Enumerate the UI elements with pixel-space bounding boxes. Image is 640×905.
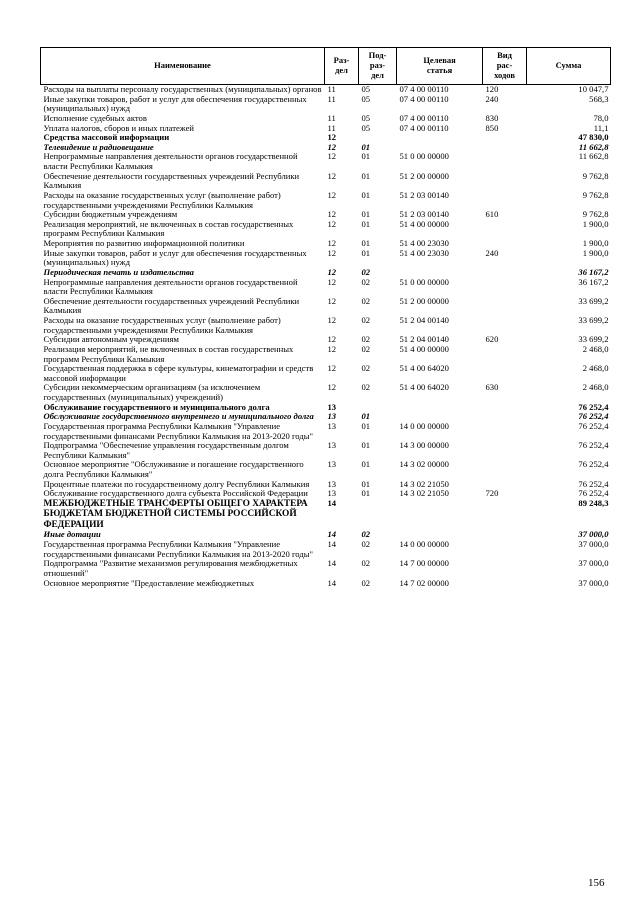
row-name: Обслуживание государственного долга субъекта Российской Федерации (43, 488, 308, 499)
row-name: Иные закупки товаров, работ и услуг для обеспечения государственных (муниципальных) нужд (43, 247, 307, 268)
row-sum: 11 662,8 (578, 141, 609, 152)
row-subsection: 01 (361, 141, 371, 152)
row-name: Исполнение судебных актов (43, 112, 147, 123)
row-sum: 36 167,2 (578, 276, 609, 287)
row-sum: 76 252,4 (578, 401, 609, 412)
row-sum: 1 900,0 (582, 238, 609, 248)
row-kind (483, 278, 527, 297)
row-section: 12 (327, 170, 337, 181)
row-target: 07 4 00 00110 (399, 84, 449, 94)
row-section: 13 (327, 440, 337, 451)
row-kind (483, 403, 527, 413)
row-section: 11 (327, 84, 336, 94)
row-name: МЕЖБЮДЖЕТНЫЕ ТРАНСФЕРТЫ ОБЩЕГО ХАРАКТЕРА БЮДЖЕТАМ БЮДЖЕТНОЙ СИСТЕМЫ РОССИЙСКОЙ ФЕДЕРАЦИИ (43, 498, 308, 530)
row-sum: 47 830,0 (578, 132, 609, 143)
row-subsection: 01 (361, 488, 371, 499)
row-section: 14 (327, 558, 337, 569)
row-section: 12 (327, 218, 337, 229)
row-sum: 78,0 (593, 112, 609, 123)
row-subsection: 01 (361, 440, 371, 451)
row-name: Государственная программа Республики Калмыкия "Управление государственными финансами Республики Калмыкия на 2013-2020 годы" (43, 539, 314, 559)
table-row (41, 422, 611, 441)
row-kind (483, 540, 527, 559)
row-subsection: 01 (361, 209, 371, 220)
row-target: 51 4 00 23030 (399, 247, 449, 258)
row-sum: 10 047,7 (578, 84, 609, 94)
row-name: Обеспечение деятельности государственных учреждений Республики Калмыкия (43, 170, 300, 191)
row-name: Непрограммные направления деятельности органов государственной власти Республики Калмыкия (43, 276, 298, 297)
row-section: 12 (327, 334, 337, 345)
row-target: 14 7 00 00000 (399, 558, 449, 569)
row-kind: 630 (485, 382, 499, 393)
row-section: 12 (327, 266, 337, 277)
row-section: 11 (327, 122, 336, 133)
table-row (41, 172, 611, 191)
row-section: 12 (327, 189, 337, 200)
row-name: Иные закупки товаров, работ и услуг для обеспечения государственных (муниципальных) нужд (43, 93, 307, 114)
row-subsection: 02 (361, 577, 371, 588)
row-name: Обеспечение деятельности государственных учреждений Республики Калмыкия (43, 295, 300, 316)
row-target: 51 2 04 00140 (399, 315, 449, 325)
row-target: 14 3 02 00000 (399, 459, 449, 470)
row-kind (483, 579, 527, 589)
row-kind (483, 143, 527, 153)
header-target: Целевая статья (397, 48, 483, 85)
row-name: Подпрограмма "Развитие механизмов регулирования межбюджетных отношений" (43, 558, 298, 578)
row-sum: 1 900,0 (582, 218, 609, 229)
row-kind (483, 364, 527, 383)
row-subsection: 01 (361, 238, 371, 248)
row-kind (483, 559, 527, 578)
row-kind: 620 (485, 334, 499, 345)
row-subsection: 02 (361, 558, 371, 569)
row-name: Обслуживание государственного внутреннего и муниципального долга (43, 411, 314, 422)
row-kind (483, 133, 527, 143)
row-name: Субсидии бюджетным учреждениям (43, 209, 178, 220)
row-name: Расходы на оказание государственных услуг (выполнение работ) государственными учреждениями Республики Калмыкия (43, 189, 281, 210)
row-kind: 120 (485, 84, 499, 94)
row-sum: 33 699,2 (578, 334, 609, 345)
row-sum: 9 762,8 (582, 170, 609, 181)
row-section: 12 (327, 132, 337, 143)
row-subsection: 05 (361, 112, 371, 123)
row-sum: 76 252,4 (578, 411, 609, 422)
row-subsection: 01 (361, 218, 371, 229)
row-sum: 2 468,0 (582, 343, 609, 354)
row-section: 13 (327, 459, 337, 470)
row-kind (483, 268, 527, 278)
row-section: 14 (327, 497, 337, 508)
row-subsection: 02 (361, 266, 371, 277)
row-target: 07 4 00 00110 (399, 93, 449, 104)
row-name: Расходы на выплаты персоналу государственных (муниципальных) органов (43, 84, 322, 94)
row-subsection: 02 (361, 276, 371, 287)
row-target: 51 4 00 00000 (399, 218, 449, 229)
row-section: 13 (327, 401, 337, 412)
table-row (41, 316, 611, 335)
row-name: Государственная программа Республики Калмыкия "Управление государственными финансами Республики Калмыкия на 2013-2020 годы" (43, 420, 314, 441)
row-sum: 11 662,8 (578, 151, 609, 162)
row-subsection: 02 (361, 539, 371, 550)
row-subsection: 02 (361, 343, 371, 354)
row-name: Основное мероприятие "Предоставление межбюджетных (43, 577, 255, 588)
row-subsection: 01 (361, 459, 371, 470)
row-name: Основное мероприятие "Обслуживание и погашение государственного долга Республики Калмыкия" (43, 459, 304, 479)
row-name: Средства массовой информации (43, 132, 170, 143)
row-subsection: 01 (361, 151, 371, 162)
table-row (41, 559, 611, 578)
row-section: 14 (327, 539, 337, 550)
table-row (41, 278, 611, 297)
row-kind (483, 316, 527, 335)
row-sum: 2 468,0 (582, 382, 609, 393)
row-subsection: 01 (361, 189, 371, 200)
table-row (41, 345, 611, 364)
table-row (41, 220, 611, 239)
row-kind (483, 152, 527, 171)
table-body (41, 85, 611, 589)
row-target: 14 3 00 00000 (399, 440, 449, 451)
row-kind (483, 422, 527, 441)
row-subsection (359, 499, 397, 531)
row-target: 51 0 00 00000 (399, 151, 449, 162)
row-target: 14 3 02 21050 (399, 478, 449, 489)
row-kind: 720 (485, 488, 499, 499)
table-row (41, 579, 611, 589)
page-number: 156 (588, 877, 605, 889)
row-target: 14 7 02 00000 (399, 577, 449, 588)
row-target: 51 2 00 00000 (399, 295, 449, 306)
header-subsection: Под- раз- дел (359, 48, 397, 85)
row-section: 13 (327, 478, 337, 489)
row-target: 51 2 04 00140 (399, 334, 449, 345)
row-section: 12 (327, 363, 337, 374)
row-subsection: 02 (361, 382, 371, 393)
row-name: Подпрограмма "Обеспечение управления государственным долгом Республики Калмыкия" (43, 440, 289, 460)
row-kind (483, 172, 527, 191)
table-row (41, 441, 611, 460)
row-kind: 830 (485, 112, 499, 123)
row-target: 14 0 00 00000 (399, 420, 449, 431)
row-name: Иные дотации (43, 529, 101, 540)
row-target: 07 4 00 00110 (399, 112, 449, 123)
row-name: Реализация мероприятий, не включенных в состав государственных программ Республики Калмыкия (43, 343, 294, 364)
row-subsection: 02 (361, 315, 371, 325)
row-kind: 610 (485, 209, 499, 220)
row-name: Расходы на оказание государственных услуг (выполнение работ) государственными учреждениями Республики Калмыкия (43, 315, 281, 335)
row-target: 51 2 00 00000 (399, 170, 449, 181)
row-target: 14 3 02 21050 (399, 488, 449, 499)
row-section: 13 (327, 420, 337, 431)
table-header (41, 48, 611, 85)
row-name: Мероприятия по развитию информационной политики (43, 238, 245, 248)
row-subsection: 02 (361, 363, 371, 374)
row-sum: 2 468,0 (582, 363, 609, 374)
row-name: Уплата налогов, сборов и иных платежей (43, 122, 195, 133)
row-sum: 37 000,0 (578, 539, 609, 550)
row-section: 12 (327, 238, 337, 248)
row-target: 51 4 00 00000 (399, 343, 449, 354)
row-subsection: 01 (361, 411, 371, 422)
row-name: Субсидии некоммерческим организациям (за исключением государственных (муниципальных) учреждений) (43, 382, 261, 402)
header-kind: Вид рас- ходов (483, 48, 527, 85)
row-name: Телевидение и радиовещание (43, 141, 154, 152)
row-subsection: 05 (361, 93, 371, 104)
row-section: 12 (327, 247, 337, 258)
row-target (397, 499, 483, 531)
row-sum: 11,1 (593, 122, 609, 133)
row-sum: 36 167,2 (578, 266, 609, 277)
table-row (41, 191, 611, 210)
row-name: Обслуживание государственного и муниципального долга (43, 401, 270, 412)
row-target (397, 133, 483, 143)
row-target: 51 4 00 64020 (399, 382, 449, 393)
row-target: 51 2 03 00140 (399, 209, 449, 220)
row-kind (483, 499, 527, 531)
row-target: 51 4 00 64020 (399, 363, 449, 374)
row-section: 12 (327, 151, 337, 162)
header-sum: Сумма (527, 48, 611, 85)
table-row (41, 460, 611, 479)
row-kind (483, 345, 527, 364)
row-subsection: 05 (361, 84, 371, 94)
table-row (41, 95, 611, 114)
row-sum: 9 762,8 (582, 209, 609, 220)
row-subsection: 01 (361, 247, 371, 258)
row-target: 51 2 03 00140 (399, 189, 449, 200)
row-kind (483, 441, 527, 460)
row-section: 12 (327, 141, 337, 152)
row-sum: 33 699,2 (578, 295, 609, 306)
row-name: Субсидии автономным учреждениям (43, 334, 179, 345)
row-kind: 240 (485, 247, 499, 258)
row-sum: 76 252,4 (578, 420, 609, 431)
row-target: 51 4 00 23030 (399, 238, 449, 248)
row-subsection: 01 (361, 170, 371, 181)
row-kind (483, 412, 527, 422)
table-row (41, 249, 611, 268)
row-section: 12 (327, 343, 337, 354)
row-subsection: 05 (361, 122, 371, 133)
row-name: Периодическая печать и издательства (43, 266, 194, 277)
header-section: Раз- дел (325, 48, 359, 85)
table-row (41, 499, 611, 531)
row-sum: 37 000,0 (578, 529, 609, 540)
header-row (41, 48, 611, 85)
row-sum: 37 000,0 (578, 558, 609, 569)
row-section: 14 (327, 577, 337, 588)
row-kind (483, 530, 527, 540)
row-section: 11 (327, 112, 336, 123)
row-name: Непрограммные направления деятельности органов государственной власти Республики Калмыкия (43, 151, 298, 171)
row-sum: 9 762,8 (582, 189, 609, 200)
budget-table (40, 47, 611, 588)
row-kind: 850 (485, 122, 499, 133)
row-kind (483, 220, 527, 239)
row-target (397, 403, 483, 413)
row-section: 12 (327, 209, 337, 220)
row-section: 12 (327, 382, 337, 393)
row-section: 13 (327, 488, 337, 499)
row-kind (483, 297, 527, 316)
table-row (41, 540, 611, 559)
row-kind (483, 460, 527, 479)
row-target: 07 4 00 00110 (399, 122, 449, 133)
row-name: Реализация мероприятий, не включенных в состав государственных программ Республики Калмыкия (43, 218, 294, 239)
row-section: 11 (327, 93, 336, 104)
row-kind: 240 (485, 93, 499, 104)
row-name: Процентные платежи по государственному долгу Республики Калмыкия (43, 478, 310, 489)
row-sum: 568,3 (589, 93, 609, 104)
row-sum: 33 699,2 (578, 315, 609, 325)
row-subsection: 02 (361, 334, 371, 345)
table-row (41, 152, 611, 171)
header-name: Наименование (41, 48, 325, 85)
row-name: Государственная поддержка в сфере культуры, кинематографии и средств массовой информации (43, 363, 314, 383)
row-target: 14 0 00 00000 (399, 539, 449, 550)
row-section: 14 (327, 529, 337, 540)
row-sum: 76 252,4 (578, 440, 609, 451)
row-sum: 76 252,4 (578, 488, 609, 499)
row-section: 13 (327, 411, 337, 422)
row-sum: 89 248,3 (578, 497, 609, 508)
row-section: 12 (327, 315, 337, 325)
row-target: 51 0 00 00000 (399, 276, 449, 287)
row-sum: 1 900,0 (582, 247, 609, 258)
row-sum: 37 000,0 (578, 577, 609, 588)
row-subsection: 01 (361, 420, 371, 431)
table-row (41, 297, 611, 316)
row-subsection: 02 (361, 295, 371, 306)
row-subsection: 02 (361, 529, 371, 540)
row-kind (483, 191, 527, 210)
row-sum: 76 252,4 (578, 478, 609, 489)
table-row (41, 383, 611, 402)
row-section: 12 (327, 295, 337, 306)
row-section: 12 (327, 276, 337, 287)
table-row (41, 364, 611, 383)
row-subsection: 01 (361, 478, 371, 489)
table-row (41, 489, 611, 499)
row-sum: 76 252,4 (578, 459, 609, 470)
